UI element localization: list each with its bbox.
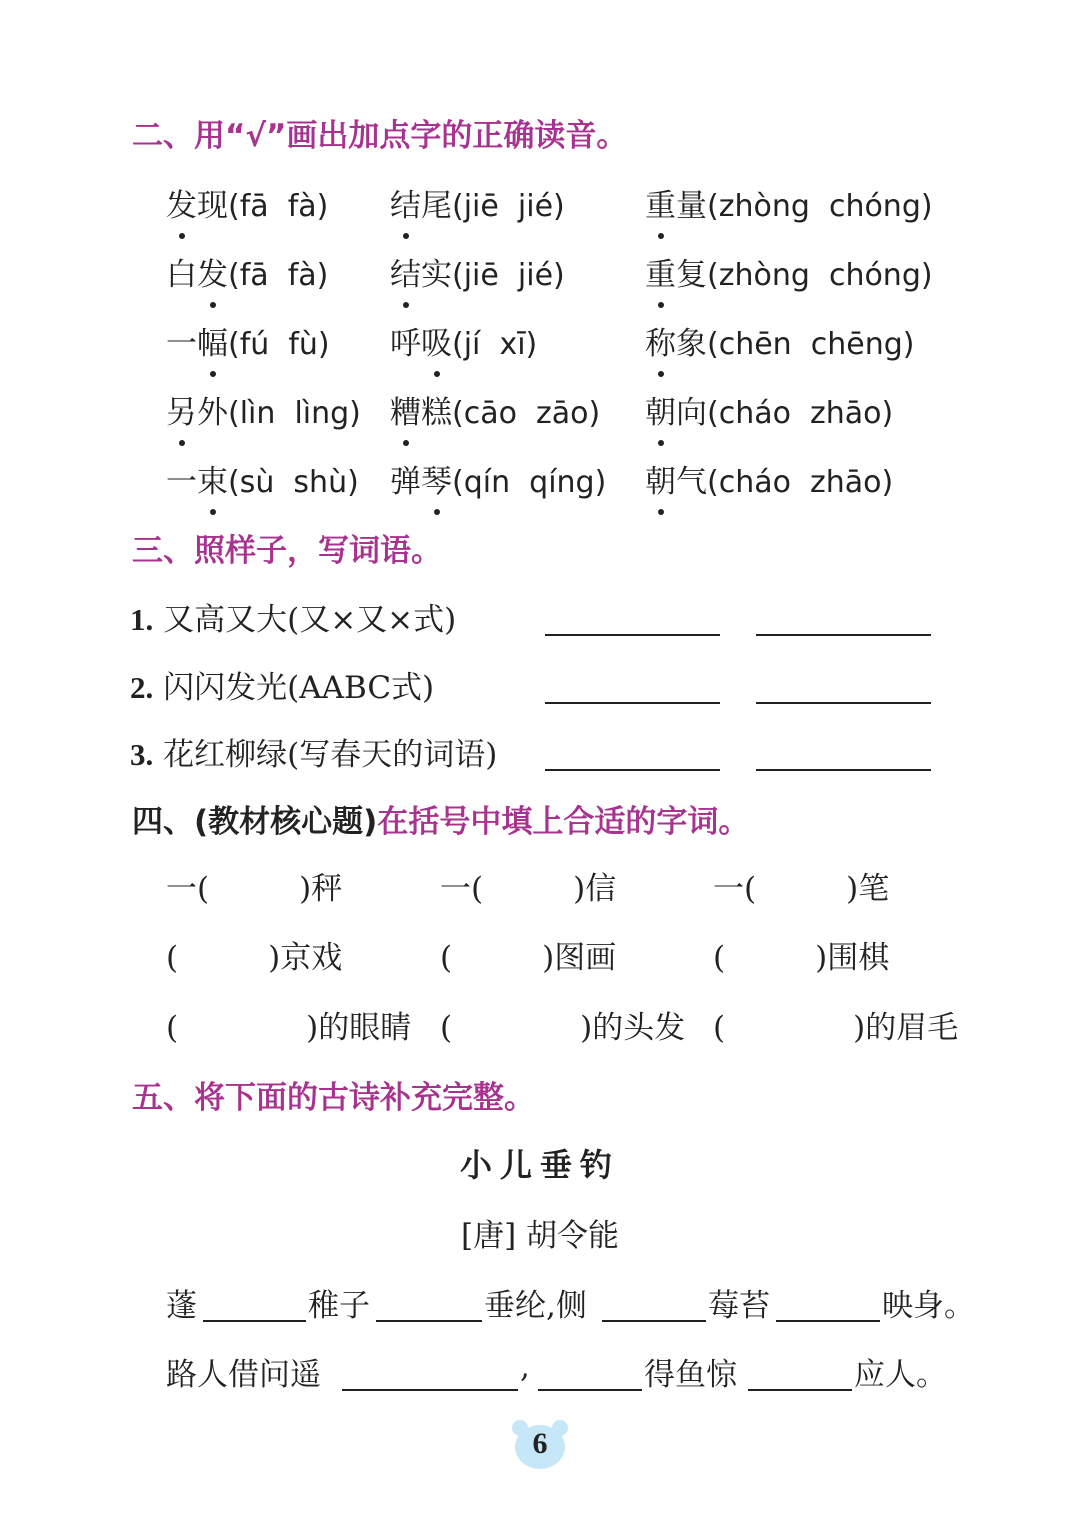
answer-blank[interactable] [545,634,720,636]
word [645,387,707,432]
character: 复 [676,257,707,293]
bracket-suffix: )的头发 [580,1010,686,1046]
dotted-character: 发 [197,249,228,294]
pinyin-options[interactable]: (fā fà) [228,258,329,293]
character: 向 [676,395,707,431]
answer-blank[interactable] [756,634,931,636]
poem-blank[interactable] [538,1389,642,1391]
pinyin-item[interactable] [645,249,933,294]
item-number: 2. [130,670,154,705]
bracket-suffix: )图画 [542,940,617,976]
word [645,180,707,225]
poem-text: , [520,1349,530,1385]
answer-blank[interactable] [756,769,931,771]
character: 白 [166,257,197,293]
poem-blank[interactable] [602,1320,706,1322]
bracket-suffix: )的眼睛 [306,1010,412,1046]
bracket-item [166,863,342,908]
dotted-character: 幅 [197,318,228,363]
character: 现 [197,188,228,224]
bracket-suffix: )围棋 [815,940,890,976]
pinyin-options[interactable]: (cháo zhāo) [707,396,894,431]
dotted-character: 束 [197,456,228,501]
pinyin-item[interactable] [645,180,933,225]
poem-blank[interactable] [376,1320,482,1322]
bracket-prefix: ( [166,1010,179,1046]
pinyin-options[interactable]: (fú fù) [228,327,330,362]
pinyin-item[interactable] [166,249,328,294]
page-number-badge [512,1420,568,1470]
word [166,387,228,432]
word [390,318,452,363]
word [390,249,452,294]
character: 呼 [390,326,421,362]
item-number: 3. [130,737,154,772]
word [645,318,707,363]
poem-text: 应人。 [854,1357,947,1393]
word [390,180,452,225]
item-text: 又高又大(又×又×式) [163,602,457,638]
dotted-character: 重 [645,180,676,225]
dotted-character: 糟 [390,387,421,432]
section4-instruction: 在括号中填上合适的字词。 [377,804,750,840]
word [166,249,228,294]
item-number: 1. [130,602,154,637]
pinyin-options[interactable]: (jiē jié) [452,189,565,224]
bracket-prefix: ( [713,940,726,976]
pinyin-options[interactable]: (lìn lìng) [228,396,361,431]
item-text: 花红柳绿(写春天的词语) [163,737,498,773]
pinyin-item[interactable] [166,180,328,225]
poem-text: 映身。 [882,1288,975,1324]
bracket-item [166,932,342,977]
poem-blank[interactable] [748,1389,852,1391]
character: 糕 [421,395,452,431]
character: 象 [676,326,707,362]
word [166,180,228,225]
bracket-suffix: )秤 [299,871,343,907]
bracket-prefix: ( [440,940,453,976]
pinyin-item[interactable] [166,387,361,432]
answer-blank[interactable] [545,702,720,704]
core-question-tag: 四、(教材核心题) [132,804,378,840]
answer-blank[interactable] [756,702,931,704]
dotted-character: 发 [166,180,197,225]
pinyin-options[interactable]: (zhòng chóng) [707,189,933,224]
pinyin-item[interactable] [390,180,565,225]
pinyin-item[interactable] [166,456,359,501]
dotted-character: 结 [390,180,421,225]
pinyin-item[interactable] [645,318,914,363]
dotted-character: 另 [166,387,197,432]
answer-blank[interactable] [545,769,720,771]
pinyin-item[interactable] [390,387,600,432]
dotted-character: 吸 [421,318,452,363]
bracket-item [440,932,616,977]
word [645,456,707,501]
word [166,318,228,363]
dotted-character: 朝 [645,387,676,432]
pinyin-item[interactable] [645,387,893,432]
poem-blank[interactable] [203,1320,306,1322]
bracket-prefix: ( [713,1010,726,1046]
pinyin-options[interactable]: (sù shù) [228,465,359,500]
bracket-item [440,1002,685,1047]
word [645,249,707,294]
character: 尾 [421,188,452,224]
character: 弹 [390,464,421,500]
bracket-item [713,863,889,908]
bracket-item [713,932,889,977]
pinyin-item[interactable] [390,318,537,363]
dotted-character: 琴 [421,456,452,501]
exercise-item-1 [130,594,456,639]
bracket-prefix: 一( [713,871,757,907]
bracket-prefix: 一( [440,871,484,907]
dotted-character: 称 [645,318,676,363]
pinyin-options[interactable]: (jí xī) [452,327,538,362]
poem-text: 稚子 [308,1288,370,1324]
character: 一 [166,326,197,362]
poem-title: 小儿垂钓 [459,1146,620,1184]
poem-text: 得鱼惊 [644,1357,737,1393]
bracket-item [440,863,616,908]
bracket-suffix: )的眉毛 [853,1010,959,1046]
character: 一 [166,464,197,500]
poem-text: 路人借问遥 [166,1357,321,1393]
word [390,456,452,501]
exercise-item-3 [130,729,497,774]
pinyin-options[interactable]: (fā fà) [228,189,329,224]
character: 实 [421,257,452,293]
pinyin-item[interactable] [390,456,606,501]
character: 气 [676,464,707,500]
section3-heading: 三、照样子，写词语。 [132,533,442,569]
section5-heading: 五、将下面的古诗补充完整。 [132,1080,535,1116]
pinyin-options[interactable]: (cháo zhāo) [707,465,894,500]
pinyin-options[interactable]: (qín qíng) [452,465,607,500]
poem-author: [唐] 胡令能 [460,1218,620,1254]
poem-text: 垂纶,侧 [484,1288,587,1324]
bracket-prefix: ( [166,940,179,976]
pinyin-item[interactable] [645,456,893,501]
character: 外 [197,395,228,431]
section2-heading: 二、用“√”画出加点字的正确读音。 [132,118,628,154]
section4-heading [132,796,749,841]
poem-text: 蓬 [166,1288,197,1324]
poem-blank[interactable] [342,1389,518,1391]
pinyin-options[interactable]: (cāo zāo) [452,396,601,431]
pinyin-options[interactable]: (zhòng chóng) [707,258,933,293]
bracket-prefix: 一( [166,871,210,907]
exercise-item-2 [130,662,434,707]
pinyin-item[interactable] [390,249,565,294]
bracket-suffix: )信 [573,871,617,907]
item-text: 闪闪发光(AABC式) [163,670,435,706]
page-number: 6 [532,1427,548,1460]
dotted-character: 重 [645,249,676,294]
dotted-character: 朝 [645,456,676,501]
pinyin-item[interactable] [166,318,330,363]
bracket-item [713,1002,958,1047]
pinyin-options[interactable]: (jiē jié) [452,258,565,293]
pinyin-options[interactable]: (chēn chēng) [707,327,915,362]
word [390,387,452,432]
bracket-suffix: )京戏 [268,940,343,976]
bracket-prefix: ( [440,1010,453,1046]
word [166,456,228,501]
bracket-suffix: )笔 [846,871,890,907]
poem-text: 莓苔 [708,1288,770,1324]
bracket-item [166,1002,411,1047]
poem-blank[interactable] [776,1320,880,1322]
character: 量 [676,188,707,224]
dotted-character: 结 [390,249,421,294]
